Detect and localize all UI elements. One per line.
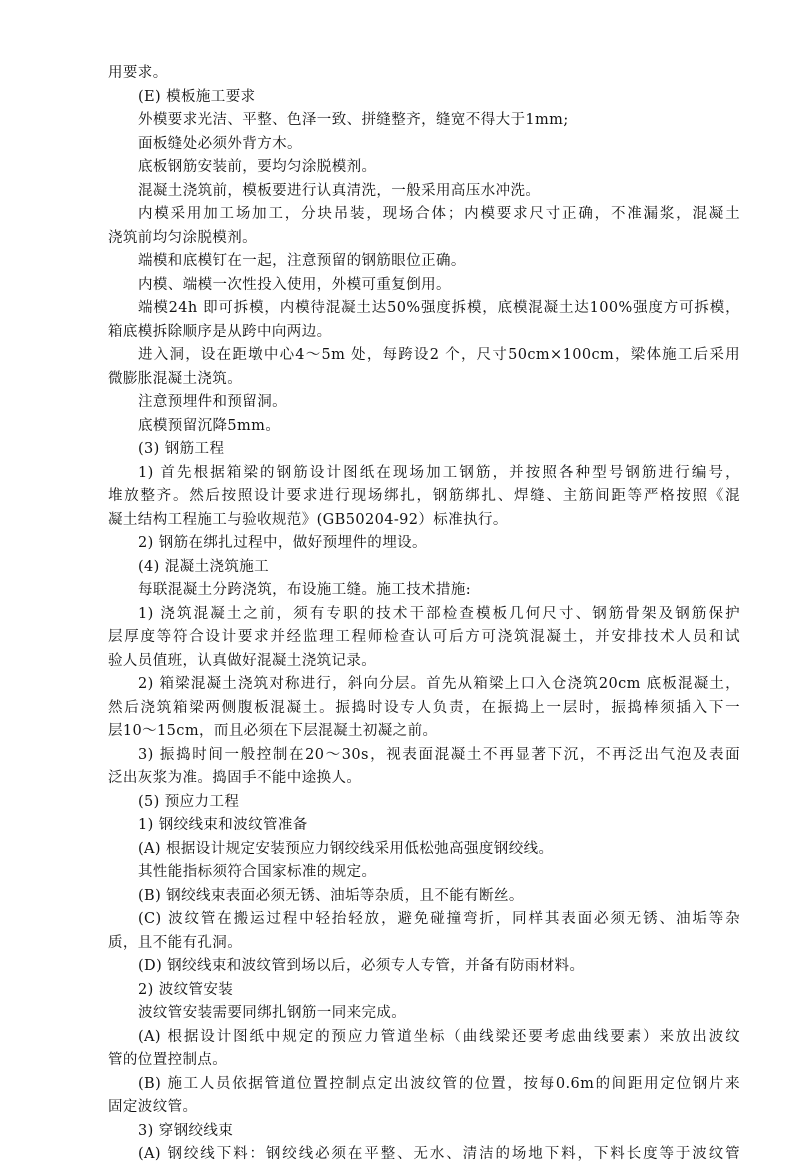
text-line: 3) 穿钢绞线束: [138, 1122, 234, 1139]
text-line: 其性能指标须符合国家标准的规定。: [138, 864, 377, 880]
text-line: 验人员值班，认真做好混凝土浇筑记录。: [108, 652, 377, 669]
text-line: 固定波纹管。: [108, 1099, 198, 1115]
text-line: (3) 钢筋工程: [138, 441, 225, 457]
text-line: 浇筑前均匀涂脱模剂。: [108, 229, 257, 246]
text-line: 2) 钢筋在绑扎过程中，做好预埋件的埋设。: [138, 535, 427, 551]
text-line: 1) 钢绞线束和波纹管准备: [138, 817, 308, 833]
text-line: (B) 钢绞线束表面必须无锈、油垢等杂质，且不能有断丝。: [138, 887, 524, 904]
text-line: 2) 波纹管安装: [138, 981, 234, 998]
text-line: 凝土结构工程施工与验收规范》(GB50204-92）标准执行。: [108, 511, 508, 528]
text-line: (A) 根据设计图纸中规定的预应力管道坐标（曲线梁还要考虑曲线要素）来放出波纹: [138, 1028, 740, 1045]
text-line: 层10～15cm，而且必须在下层混凝土初凝之前。: [108, 723, 438, 739]
text-line: 混凝土浇筑前，模板要进行认真清洗，一般采用高压水冲洗。: [138, 182, 541, 199]
text-line: 面板缝处必须外背方木。: [138, 135, 302, 152]
text-line: 进入洞，设在距墩中心4～5m 处，每跨设2 个，尺寸50cm×100cm，梁体施工后采用: [138, 347, 740, 363]
text-line: 端模和底模钉在一起，注意预留的钢筋眼位正确。: [138, 253, 466, 269]
text-line: 然后浇筑箱梁两侧腹板混凝土。振捣时设专人负责，在振捣上一层时，振捣棒须插入下一: [108, 699, 740, 716]
text-line: (D) 钢绞线束和波纹管到场以后，必须专人专管，并备有防雨材料。: [138, 958, 585, 974]
text-line: 端模24h 即可拆模，内模待混凝土达50%强度拆模，底模混凝土达100%强度方可拆模，: [138, 300, 740, 316]
text-line: 箱底模拆除顺序是从跨中向两边。: [108, 323, 332, 340]
text-line: 1) 浇筑混凝土之前，须有专职的技术干部检查模板几何尺寸、钢筋骨架及钢筋保护: [138, 605, 740, 622]
text-line: 每联混凝土分跨浇筑，布设施工缝。施工技术措施:: [138, 582, 472, 598]
text-line: 3) 振捣时间一般控制在20～30s，视表面混凝土不再显著下沉，不再泛出气泡及表面: [138, 746, 740, 763]
text-line: 内模采用加工场加工，分块吊装，现场合体；内模要求尺寸正确，不准漏浆，混凝土: [138, 206, 740, 222]
text-line: 底板钢筋安装前，要均匀涂脱模剂。: [138, 159, 377, 175]
text-line: 波纹管安装需要同绑扎钢筋一同来完成。: [138, 1005, 407, 1021]
text-line: (A) 钢绞线下料：钢绞线必须在平整、无水、清洁的场地下料，下料长度等于波纹管: [138, 1146, 740, 1162]
text-line: 注意预埋件和预留洞。: [138, 394, 287, 410]
text-line: 堆放整齐。然后按照设计要求进行现场绑扎，钢筋绑扎、焊缝、主筋间距等严格按照《混: [108, 488, 740, 504]
text-line: (C) 波纹管在搬运过程中轻抬轻放，避免碰撞弯折，同样其表面必须无锈、油垢等杂: [138, 911, 740, 927]
text-line: 泛出灰浆为准。捣固手不能中途换人。: [108, 770, 362, 786]
text-line: 微膨胀混凝土浇筑。: [108, 370, 243, 387]
text-line: (E) 模板施工要求: [138, 88, 256, 105]
text-line: 内模、端模一次性投入使用，外模可重复倒用。: [138, 276, 451, 293]
text-line: 用要求。: [108, 65, 168, 81]
text-line: 外模要求光洁、平整、色泽一致、拼缝整齐，缝宽不得大于1mm;: [138, 112, 569, 128]
text-line: 底模预留沉降5mm。: [138, 417, 281, 434]
document-body: [108, 62, 740, 1167]
text-line: (5) 预应力工程: [138, 793, 240, 810]
text-line: 2) 箱梁混凝土浇筑对称进行，斜向分层。首先从箱梁上口入仓浇筑20cm 底板混凝土，: [138, 676, 740, 692]
text-line: (B) 施工人员依据管道位置控制点定出波纹管的位置，按每0.6m的间距用定位钢片来: [138, 1075, 740, 1092]
text-line: (4) 混凝土浇筑施工: [138, 558, 270, 575]
text-line: 1) 首先根据箱梁的钢筋设计图纸在现场加工钢筋，并按照各种型号钢筋进行编号，: [138, 464, 740, 481]
text-line: 质，且不能有孔洞。: [108, 934, 243, 951]
text-line: 层厚度等符合设计要求并经监理工程师检查认可后方可浇筑混凝土，并安排技术人员和试: [108, 629, 740, 645]
text-line: (A) 根据设计规定安装预应力钢绞线采用低松弛高强度钢绞线。: [138, 840, 554, 857]
text-line: 管的位置控制点。: [108, 1052, 228, 1068]
